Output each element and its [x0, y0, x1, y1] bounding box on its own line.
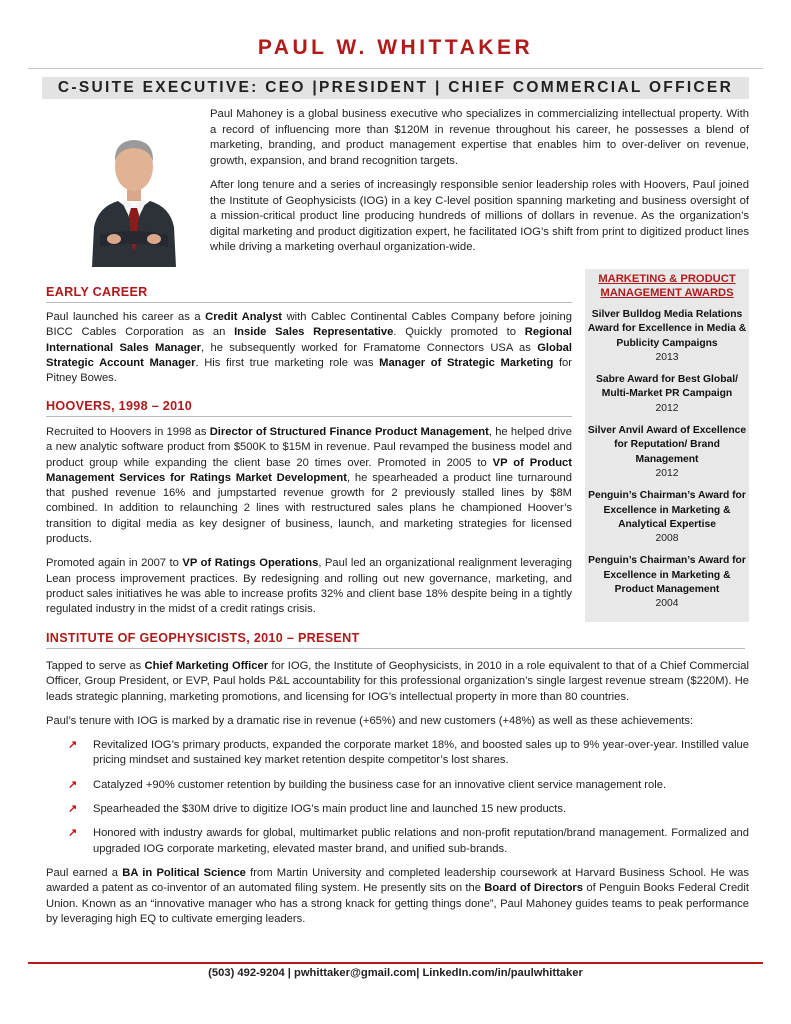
- arrow-bullet-icon: ↗: [68, 778, 78, 791]
- achievements-list: [68, 738, 749, 857]
- iog-paragraph-1: Tapped to serve as Chief Marketing Officer for IOG, the Institute of Geophysicists, in 2010 in a role equivalent to that of a Chief Commercial Officer, Group President, or EVP, Paul holds P&L accountability for this professional organization’s single largest revenue stream ($220M). He leads strategic planning, marketing promotions, and licensing for IOG’s intellectual property in more than 80 countries.: [46, 660, 749, 703]
- award-name: Penguin’s Chairman’s Award for Excellence in Marketing & Product Management: [588, 555, 746, 596]
- footer-contact: (503) 492-9204 | pwhittaker@gmail.com| LinkedIn.com/in/paulwhittaker: [208, 967, 583, 979]
- summary-paragraph-1: Paul Mahoney is a global business executive who specializes in commercializing intellectual property. With a record of influencing more than $120M in revenue throughout his career, he possesses a blend of marketing, branding, and product management expertise that enables him to over-deliver on revenue, growth, expansion, and brand recognition targets.: [210, 108, 749, 167]
- award-name: Silver Anvil Award of Excellence for Reputation/ Brand Management: [587, 425, 747, 465]
- award-year: 2013: [655, 351, 679, 363]
- award-year: 2012: [655, 467, 679, 479]
- award-item: [585, 373, 749, 416]
- achievement-text: Revitalized IOG’s primary products, expanded the corporate market 18%, and boosted sales up to 9% year-over-year. Instilled value pricing mindset and sustained key market retention despite competitor’s lost shares.: [93, 739, 749, 767]
- resume-name: PAUL W. WHITTAKER: [257, 36, 534, 59]
- achievement-item: [68, 778, 749, 793]
- hoovers-heading: HOOVERS, 1998 – 2010: [46, 399, 193, 413]
- arrow-bullet-icon: ↗: [68, 739, 78, 752]
- iog-paragraph-2: Paul’s tenure with IOG is marked by a dramatic rise in revenue (+65%) and new customers (+48%) as well as these achievements:: [46, 714, 694, 727]
- achievement-text: Catalyzed +90% customer retention by building the business case for an innovative client service management role.: [93, 778, 667, 791]
- iog-heading: INSTITUTE OF GEOPHYSICISTS, 2010 – PRESENT: [46, 631, 360, 645]
- achievement-item: [68, 826, 749, 857]
- early-career-divider: [46, 302, 572, 303]
- early-career-heading: EARLY CAREER: [46, 285, 148, 299]
- award-item: [585, 489, 749, 546]
- awards-list: [585, 308, 749, 612]
- hoovers-paragraph-2: Promoted again in 2007 to VP of Ratings Operations, Paul led an organizational realignment leveraging Lean process improvement practices. By redesigning and rolling out new governance, marketing, and product sales initiatives he was able to increase profits 32% and client base 18% despite being in a tightly regulated industry in the midst of a credit ratings crisis.: [46, 557, 573, 616]
- achievement-item: [68, 802, 749, 817]
- early-career-paragraph: Paul launched his career as a Credit Analyst with Cablec Continental Cables Company before joining BICC Cables Corporation as an Inside Sales Representative. Quickly promoted to Regional International Sales Manager, he subsequently worked for Framatome Connectors USA as Global Strategic Account Manager. His first true marketing role was Manager of Strategic Marketing for Pitney Bowes.: [46, 311, 573, 385]
- award-name: Sabre Award for Best Global/ Multi-Market PR Campaign: [596, 374, 738, 400]
- profile-photo: [84, 107, 184, 267]
- iog-section: [46, 659, 749, 936]
- achievement-text: Honored with industry awards for global, multimarket public relations and non-profit reputation/brand management. Formalized and upgraded IOG corporate marketing, elevated master brand, and unified sub-brands.: [93, 827, 749, 855]
- awards-title: MARKETING & PRODUCT MANAGEMENT AWARDS: [598, 273, 736, 299]
- footer-divider: [28, 962, 763, 964]
- name-divider: [28, 68, 763, 69]
- award-item: [585, 424, 749, 481]
- achievement-item: [68, 738, 749, 769]
- award-name: Penguin’s Chairman’s Award for Excellence in Marketing & Analytical Expertise: [588, 490, 746, 530]
- summary-section: [210, 107, 749, 265]
- award-year: 2004: [655, 598, 679, 610]
- iog-paragraph-3: Paul earned a BA in Political Science from Martin University and completed leadership coursework at Harvard Business School. He was awarded a patent as co-inventor of an automated filing system. He presently sits on the Board of Directors of Penguin Books Federal Credit Union. Known as an “innovative manager who has a strong knack for getting things done”, Paul Mahoney guides teams to peak performance by leveraging high EQ to cultivate emerging leaders.: [46, 866, 749, 925]
- award-year: 2008: [655, 533, 679, 545]
- iog-divider: [46, 648, 745, 649]
- award-item: [585, 554, 749, 611]
- hoovers-paragraph-1: Recruited to Hoovers in 1998 as Director of Structured Finance Product Management, he helped drive a new analytic software product from $500K to $15M in revenue. Paul revamped the business model and product group while expanding the client base 20 times over. Promoted in 2005 to VP of Product Management Services for Ratings Market Development, he spearheaded a product line turnaround that pushed revenue 16% and jumpstarted revenue growth for 2 previously stalled lines by $8M combined. In addition to relaunching 2 lines with restructured sales plans he championed Hoover’s transition to digital media as key designer of business, launch, and marketing strategies for licensed products.: [46, 426, 572, 546]
- arrow-bullet-icon: ↗: [68, 803, 78, 816]
- summary-paragraph-2: After long tenure and a series of increasingly responsible senior leadership roles with Hoovers, Paul joined the Institute of Geophysicists (IOG) in a key C-level position spanning marketing and business oversight of a mission-critical product line producing hundreds of millions of dollars in revenue. As the organization’s digital marketing and product digitization expert, he facilitated IOG’s shift from print to digitized product lines while driving a marketing overhaul organization-wide.: [210, 179, 749, 253]
- headline-title-bar: C-SUITE EXECUTIVE: CEO |PRESIDENT | CHIEF COMMERCIAL OFFICER: [42, 77, 749, 99]
- award-year: 2012: [655, 402, 679, 414]
- award-item: [585, 308, 749, 365]
- hoovers-section: [46, 425, 572, 627]
- awards-sidebar: [585, 269, 749, 622]
- achievement-text: Spearheaded the $30M drive to digitize IOG’s main product line and launched 15 new products.: [93, 803, 567, 816]
- arrow-bullet-icon: ↗: [68, 827, 78, 840]
- hoovers-divider: [46, 416, 572, 417]
- award-name: Silver Bulldog Media Relations Award for Excellence in Media & Publicity Campaigns: [587, 309, 747, 349]
